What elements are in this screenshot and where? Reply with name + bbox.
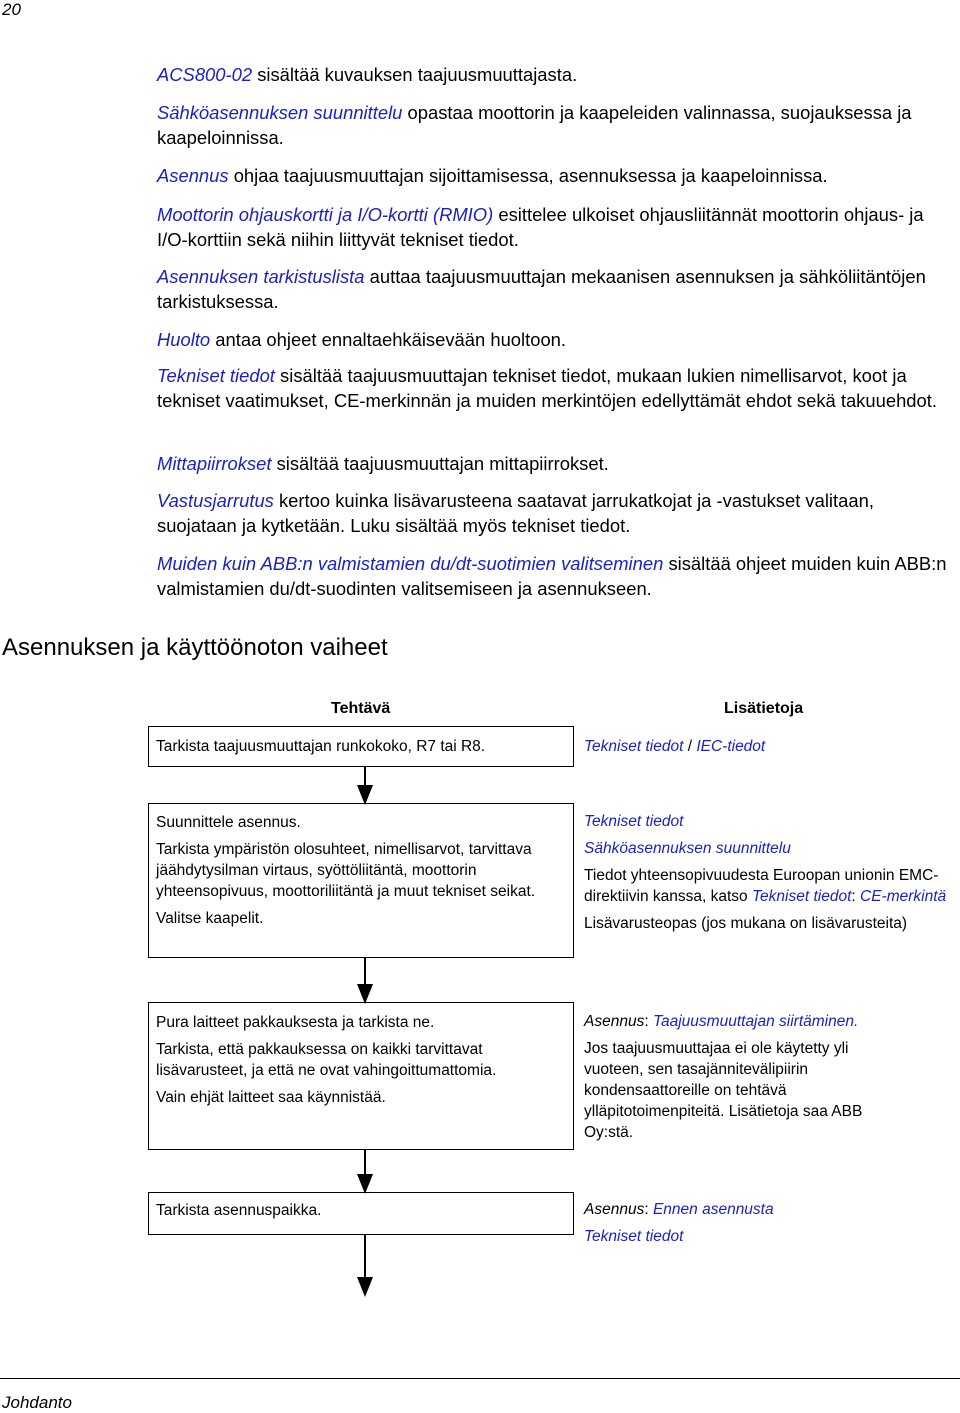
intro-link[interactable]: Muiden kuin ABB:n valmistamien du/dt-suotimien valitseminen xyxy=(157,553,664,574)
task-text: Tarkista taajuusmuuttajan runkokoko, R7 tai R8. xyxy=(156,738,486,755)
info-link[interactable]: Tekniset tiedot xyxy=(584,1228,684,1245)
info-text: Asennus xyxy=(584,1013,645,1030)
info-text: : xyxy=(644,1013,653,1030)
intro-link[interactable]: Moottorin ohjauskortti ja I/O-kortti (RMIO) xyxy=(157,204,494,225)
task-text: Tarkista ympäristön olosuhteet, nimellisarvot, tarvittava jäähdytysilman virtaus, syöttöliitäntä, moottorin yhteensopivuus, moottoriliitäntä ja muut tekniset seikat. xyxy=(156,841,536,900)
info-text: Jos taajuusmuuttajaa ei ole käytetty yli vuoteen, sen tasajännitevälipiirin kondensaattoreille on tehtävä ylläpitotoimenpiteitä. Lisätietoja saa ABB Oy:stä. xyxy=(584,1040,863,1141)
task-text: Tarkista, että pakkauksessa on kaikki tarvittavat lisävarusteet, ja että ne ovat vahingoittumattomia. xyxy=(156,1041,497,1079)
intro-link[interactable]: Vastusjarrutus xyxy=(157,490,274,511)
intro-text: kertoo kuinka lisävarusteena saatavat jarrukatkojat ja -vastukset valitaan, suojataan ja kytketään. Luku sisältää myös tekniset tiedot. xyxy=(157,490,874,536)
task-box xyxy=(148,1192,574,1235)
column-header-info: Lisätietoja xyxy=(724,700,804,717)
info-cell xyxy=(584,1199,956,1247)
info-text: : xyxy=(851,888,861,905)
info-link[interactable]: IEC-tiedot xyxy=(696,738,766,755)
intro-paragraph xyxy=(157,163,947,188)
intro-paragraph xyxy=(157,451,947,476)
info-separator: / xyxy=(683,738,697,755)
flow-arrow-icon xyxy=(355,767,375,805)
intro-link[interactable]: ACS800-02 xyxy=(157,64,253,85)
intro-text: opastaa moottorin ja kaapeleiden valinnassa, suojauksessa ja kaapeloinnissa. xyxy=(157,102,912,148)
intro-paragraph xyxy=(157,62,947,87)
flow-arrow-icon xyxy=(355,958,375,1004)
intro-paragraph xyxy=(157,327,947,352)
task-box xyxy=(148,726,574,767)
info-cell xyxy=(584,736,956,757)
task-text: Pura laitteet pakkauksesta ja tarkista ne. xyxy=(156,1014,435,1031)
intro-text: antaa ohjeet ennaltaehkäisevään huoltoon. xyxy=(210,329,567,350)
page-number: 20 xyxy=(2,0,21,19)
intro-link[interactable]: Mittapiirrokset xyxy=(157,453,272,474)
intro-text: ohjaa taajuusmuuttajan sijoittamisessa, asennuksessa ja kaapeloinnissa. xyxy=(228,165,828,186)
info-link[interactable]: Taajuusmuuttajan siirtäminen. xyxy=(652,1013,859,1030)
intro-paragraph xyxy=(157,363,947,413)
intro-link[interactable]: Sähköasennuksen suunnittelu xyxy=(157,102,403,123)
task-text: Valitse kaapelit. xyxy=(156,910,264,927)
footer-divider xyxy=(0,1378,960,1379)
task-text: Vain ehjät laitteet saa käynnistää. xyxy=(156,1089,386,1106)
info-link[interactable]: Ennen asennusta xyxy=(652,1201,774,1218)
task-text: Tarkista asennuspaikka. xyxy=(156,1202,322,1219)
info-link[interactable]: Sähköasennuksen suunnittelu xyxy=(584,840,791,857)
info-text: Tiedot yhteensopivuudesta Euroopan unionin EMC-direktiivin kanssa, katso xyxy=(584,867,939,905)
intro-link[interactable]: Asennuksen tarkistuslista xyxy=(157,266,365,287)
flow-arrow-icon xyxy=(355,1150,375,1194)
intro-paragraph xyxy=(157,551,947,601)
info-link[interactable]: Tekniset tiedot xyxy=(584,813,684,830)
intro-link[interactable]: Huolto xyxy=(157,329,211,350)
intro-text: sisältää kuvauksen taajuusmuuttajasta. xyxy=(252,64,578,85)
section-heading: Asennuksen ja käyttöönoton vaiheet xyxy=(2,634,388,661)
task-box xyxy=(148,803,574,958)
intro-paragraph xyxy=(157,202,947,252)
intro-text: sisältää ohjeet muiden kuin ABB:n valmistamien du/dt-suodinten valitsemiseen ja asennukseen. xyxy=(157,553,947,599)
intro-paragraph xyxy=(157,100,947,150)
intro-text: auttaa taajuusmuuttajan mekaanisen asennuksen ja sähköliitäntöjen tarkistuksessa. xyxy=(157,266,926,312)
task-text: Suunnittele asennus. xyxy=(156,814,301,831)
info-text: Lisävarusteopas (jos mukana on lisävarusteita) xyxy=(584,915,908,932)
flow-arrow-icon xyxy=(355,1235,375,1297)
intro-paragraph xyxy=(157,264,947,314)
intro-text: sisältää taajuusmuuttajan tekniset tiedot, mukaan lukien nimellisarvot, koot ja tekniset vaatimukset, CE-merkinnän ja muiden merkintöjen edellyttämät ehdot sekä takuuehdot. xyxy=(157,365,937,411)
task-box xyxy=(148,1002,574,1150)
intro-link[interactable]: Asennus xyxy=(157,165,229,186)
intro-link[interactable]: Tekniset tiedot xyxy=(157,365,275,386)
footer-chapter: Johdanto xyxy=(2,1393,72,1412)
intro-text: sisältää taajuusmuuttajan mittapiirrokset. xyxy=(271,453,609,474)
info-link[interactable]: Tekniset tiedot xyxy=(752,888,852,905)
intro-text: esittelee ulkoiset ohjausliitännät moottorin ohjaus- ja I/O-korttiin sekä niihin liittyvät tekniset tiedot. xyxy=(157,204,924,250)
info-text: Asennus xyxy=(584,1201,645,1218)
info-text: : xyxy=(644,1201,653,1218)
info-link[interactable]: Tekniset tiedot xyxy=(584,738,684,755)
intro-paragraph xyxy=(157,488,947,538)
info-link[interactable]: CE-merkintä xyxy=(860,888,947,905)
column-header-task: Tehtävä xyxy=(331,700,391,717)
info-cell xyxy=(584,811,956,934)
info-cell xyxy=(584,1011,956,1143)
